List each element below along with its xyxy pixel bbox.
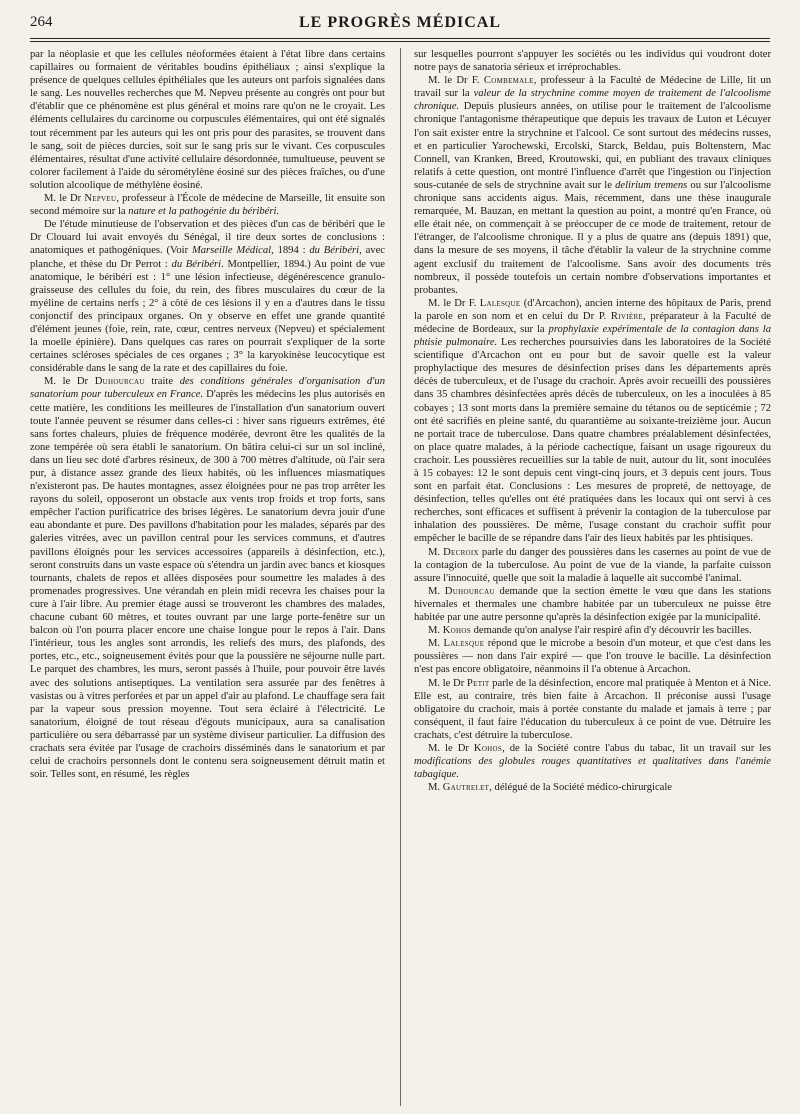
- paragraph-text: Les recherches poursuivies dans les laboratoires de la Société scientifique d'Arcachon ont eu pour but de savoir quelle est la valeur prophylactique des mesures de désinfection prises dans les départements après décès de tuberculeux, et de l'usage du crachoir. Après avoir recueilli des poussières dans 35 chambres désinfectées après décès de tuberculeux, on les a inoculées à 85 cobayes ; 13 sont morts dans la première semaine du tétanos ou de septicémie ; 72 ont été sacrifiés en pleine santé, du quarantième au soixante-treizième jour. Aucun ne portait trace de tuberculose. Dans quatre chambres préalablement désinfectées, on place quatre malades, à la période cachectique, faisant un usage rigoureux du crachoir. Les poussières recueillies sur la table de nuit, autour du lit, sont inoculées à 15 cobayes: 12 le sont depuis cent vingt-cinq jours, et 3 depuis cent jours. Tous sont en parfait état. Conclusions : Les mesures de propreté, de nettoyage, de désinfection, telles qu'elles ont été pratiquées dans les locaux qui ont servi à ces recherches, sont efficaces et suffisent à prévenir la contagion de la tuberculose par inhalation des poussières. De même, l'usage constant du crachoir suffit pour empêcher le bacille de se répandre dans l'air des lieux habités par les phtisiques.: [414, 337, 771, 545]
- paragraph-text: . Montpellier, 1894.) Au point de vue anatomique, le béribéri est : 1° une lésion infectieuse, dégénérescence granulo-graisseuse des cellules du foie, du rein, des fibres musculaires du cœur de la myéline de certains nerfs ; 2° à côté de ces lésions il y en a d'autres dans le tissu conjonctif des principaux organes. On y observe en effet une grande quantité d'élément jeunes (foie, rein, rate, cœur, centres nerveux (Nepveu) et spécialement la moelle épinière). Dans quelques cas rares on pourrait s'expliquer de la sorte certaines scléroses spéciales de ces organes ; 3° la karyokinèse leucocytique est considérable dans le sang de la rate et des capillaires du foie.: [30, 258, 385, 375]
- author-name: Decroix: [443, 546, 479, 558]
- paragraph-text: M. le Dr: [428, 742, 474, 754]
- paragraph-text: demande que la section émette le vœu que dans les stations hivernales et thermales une chambre habitée par un tuberculeux ne puisse être habitée par une autre personne qu'après la désinfection exigée par la municipalité.: [414, 585, 771, 624]
- paragraph-text: M. le Dr: [428, 677, 467, 689]
- article-paragraph: [414, 546, 771, 585]
- paragraph-text: M.: [428, 625, 443, 637]
- article-paragraph: [30, 192, 385, 218]
- paragraph-text: M. le Dr F.: [428, 297, 480, 309]
- paragraph-text: par la néoplasie et que les cellules néoformées étaient à l'état libre dans certains capillaires ou formaient de véritables boudins épithéliaux ; ainsi s'explique la présence de quelques cellules épithéliales que les auteurs ont parfois signalées dans le sang. Les nouvelles recherches que M. Nepveu présente au congrès ont pour but d'établir que ce phénomène est plus général et moins rare qu'on ne le croyait. Les éléments cellulaires du carcinome ou corpuscules élémentaires, qui ont été signalés tout récemment par les auteurs qui les ont pris pour des parasites, se trouvent dans le sang, soit de pièces durcies, soit sur le sang pris sur le vivant. Ces corpuscules élémentaires, résultat d'une activité cellulaire désordonnée, tumultueuse, peuvent se colorer facilement à l'aide du sérométylène éosiné sur des pièces fraîches, ou d'une solution alcoolique de méthylène éosiné.: [30, 49, 385, 191]
- right-column: [414, 48, 771, 1106]
- article-paragraph: [414, 781, 771, 794]
- author-name: Lalesque: [443, 638, 485, 650]
- italic-title: modifications des globules rouges quantitatives et qualitatives dans l'anémie tabagique.: [414, 756, 771, 781]
- article-paragraph: [414, 297, 771, 546]
- article-paragraph: [414, 637, 771, 676]
- paragraph-text: , professeur à l'École de médecine de Marseille, lit ensuite son second mémoire sur la: [30, 193, 385, 218]
- paragraph-text: M.: [428, 585, 445, 597]
- left-column: [30, 48, 385, 1106]
- paragraph-text: M.: [428, 782, 443, 794]
- paragraph-text: De l'étude minutieuse de l'observation et des pièces d'un cas de béribéri que le Dr Clouard lui avait envoyés du Sénégal, il tire deux sortes de conclusions : anatomiques et pathogéniques. (Voir: [30, 219, 385, 257]
- italic-title: delirium tremens: [615, 179, 688, 191]
- italic-title: prophylaxie expérimentale de la contagion dans la phtisie pulmonaire.: [414, 323, 771, 349]
- author-name: Duhourcau: [444, 585, 495, 597]
- article-paragraph: [414, 585, 771, 624]
- page-number: 264: [30, 14, 53, 30]
- author-name: Kohos: [473, 742, 503, 754]
- paragraph-text: M. le Dr F.: [428, 75, 484, 87]
- paragraph-text: sur lesquelles pourront s'appuyer les sociétés ou les individus qui voudront doter notre pays de sanatoria sérieux et irréprochables.: [414, 49, 771, 74]
- paragraph-text: parle de la désinfection, encore mal pratiquée à Menton et à Nice. Elle est, au contraire, très bien faite à Arcachon. Il préconise aussi l'usage obligatoire du crachoir, mais à portée constante du malade et jamais à terre ; par conséquent, il faut faire l'éducation du tuberculeux à ce point de vue. Détruire les crachats, c'est détruire la tuberculose.: [414, 677, 771, 741]
- paragraph-text: traite: [144, 376, 180, 388]
- author-name: Lalesque: [479, 297, 521, 309]
- paragraph-text: M.: [428, 638, 444, 650]
- paragraph-text: , délégué de la Société médico-chirurgicale: [489, 782, 672, 794]
- paragraph-text: demande qu'on analyse l'air respiré afin d'y découvrir les bacilles.: [470, 625, 752, 637]
- italic-title: du Béribéri: [171, 258, 222, 270]
- page-header: [30, 12, 770, 38]
- article-paragraph: [30, 218, 385, 375]
- article-paragraph: [30, 48, 385, 192]
- author-name: Kohos: [442, 625, 471, 637]
- paragraph-text: , de la Société contre l'abus du tabac, lit un travail sur les: [502, 742, 771, 754]
- paragraph-text: , avec planche, et thèse du Dr Perrot :: [30, 245, 385, 270]
- paragraph-text: D'après les médecins les plus autorisés en cette matière, les conditions les meilleures de l'installation d'un sanatorium ouvert toute l'année peuvent se résumer dans celles-ci : hiver sans rigueurs extrêmes, été sans fortes chaleurs, pluies de fréquence modérée, devront être les qualités de la zone tempérée où sera établi le sanatorium. On bâtira celui-ci sur un sol incliné, dans un lieu sec doté d'arbres résineux, de 300 à 700 mètres d'altitude, où l'air sera pur, à distance assez grande des lieux habités, où les influences miasmatiques n'existeront pas. De hautes montagnes, assez éloignées pour ne pas trop arrêter les rayons du soleil, opposeront un obstacle aux vents trop froids et trop forts, sans empêcher l'action purificatrice des brises légères. Le sanatorium devra jouir d'une eau abondante et pure. Des pavillons d'habitation pour les malades, séparés par des galeries vitrées, avec un pavillon central pour les services communs, et d'autres pavillons éloignés pour les services accessoires (appareils à désinfection, etc.), seront construits dans un vaste espace où s'étendra un jardin avec bancs et kiosques tournants, chalets de repos et allées disposées pour soumettre les malades à des promenades progressives. Une vérandah en plein midi recevra les chaises pour la cure à l'air libre. Au premier étage aussi se trouveront les chambres des malades, chacune cubant 60 mètres, et toutes ouvrant par une large porte-fenêtre sur un balcon où l'on pourra placer encore une chaise longue pour le repos à l'air. Dans l'intérieur, tous les angles sont arrondis, les reliefs des murs, des plafonds, des portes, etc., etc., soigneusement évités pour que la poussière ne séjourne nulle part. Le parquet des chambres, les murs, seront passés à l'huile, pour pouvoir être lavés avec des solutions antiseptiques. La ventilation sera assurée par des fenêtres à vasistas ou à vitres perforées et par un appel d'air au plafond. Le chauffage sera fait par la vapeur sous pression moyenne. Tout sera éclairé à l'électricité. Le sanatorium, éloigné de tout réseau d'égouts municipaux, aura sa canalisation particulière ou sera débarrassé par un système diviseur particulier. La diffusion des crachats sera évitée par l'usage de crachoirs disséminés dans le sanatorium et par celui de crachoirs personnels dont le contenu sera soigneusement détruit matin et soir. Telles sont, en résumé, les règles: [30, 389, 385, 781]
- paragraph-text: Depuis plusieurs années, on utilise pour le traitement de l'alcoolisme chronique l'antagonisme thérapeutique que depuis les travaux de Luton et Lécuyer l'on sait exister entre la strychnine et l'alcool. Ce sont surtout des médecins russes, et en particulier Yarochewski, Ercolski, Starck, Beldau, puis Boltenstern, Mac Connell, van Kranken, Breed, Kroutowski, qui, en publiant des travaux cliniques relatifs à cette question, ont montré l'influence d'arrêt que l'ingestion ou l'injection sous-cutanée de sels de strychnine avait sur le: [414, 101, 771, 191]
- italic-title: des conditions générales d'organisation d'un sanatorium pour tuberculeux en France.: [30, 376, 385, 401]
- column-divider: [400, 48, 401, 1106]
- paragraph-text: , préparateur à la Faculté de médecine de Bordeaux, sur la: [414, 310, 771, 335]
- paragraph-text: M.: [428, 546, 444, 558]
- italic-title: Marseille Médical: [191, 245, 272, 257]
- author-name: Combemale: [483, 75, 534, 87]
- italic-title: nature et la pathogénie du béribéri.: [128, 206, 280, 218]
- author-name: Gautrelet: [442, 782, 490, 794]
- author-name: Rivière: [610, 310, 644, 322]
- article-paragraph: [414, 48, 771, 74]
- header-rule: [30, 38, 770, 39]
- author-name: Nepveu: [84, 193, 117, 205]
- article-paragraph: [414, 677, 771, 742]
- paragraph-text: répond que le microbe a besoin d'un moteur, et que c'est dans les poussières — non dans l'air expiré — que l'on trouve le bacille. La désinfection n'est pas encore obligatoire, néanmoins il l'a obtenue à Arcachon.: [414, 638, 771, 676]
- running-title: LE PROGRÈS MÉDICAL: [298, 14, 502, 31]
- article-paragraph: [414, 74, 771, 297]
- paragraph-text: (d'Arcachon), ancien interne des hôpitaux de Paris, prend la parole en son nom et en celui du Dr P.: [414, 297, 771, 322]
- paragraph-text: parle du danger des poussières dans les casernes au point de vue de la contagion de la tuberculose. Au point de vue de la viande, la parfaite cuisson assure l'innocuité, quelle que soit la maladie à laquelle ait succombé l'animal.: [414, 546, 771, 584]
- paragraph-text: ou sur l'alcoolisme chronique sans accidents aigus. Mais, récemment, dans une thèse inaugurale remarquée, M. Bauzan, en mettant la question au point, a montré qu'en France, où elle était née, on commençait à se préoccuper de ce mode de traitement, retour de l'étranger, de l'alcoolisme chronique. Il y a plus de quatre ans (depuis 1891) que, dans la mesure de ses moyens, il tâche d'établir la valeur de la strychnine comme agent exclusif du traitement de l'alcoolisme. Sans avoir des documents très nombreux, il possède toutefois un certain nombre d'observations importantes et probantes.: [414, 179, 771, 296]
- paragraph-text: M. le Dr: [44, 376, 95, 388]
- italic-title: du Béribéri: [309, 245, 360, 257]
- article-paragraph: [30, 375, 385, 781]
- paragraph-text: , professeur à la Faculté de Médecine de Lille, lit un travail sur la: [414, 75, 771, 100]
- author-name: Duhourcau: [94, 376, 145, 388]
- header-rule-thin: [30, 41, 770, 42]
- italic-title: valeur de la strychnine comme moyen de traitement de l'alcoolisme chronique.: [414, 88, 771, 113]
- author-name: Petit: [466, 677, 490, 689]
- paragraph-text: M. le Dr: [44, 193, 85, 205]
- article-paragraph: [414, 624, 771, 637]
- article-paragraph: [414, 742, 771, 781]
- paragraph-text: , 1894 :: [271, 245, 310, 257]
